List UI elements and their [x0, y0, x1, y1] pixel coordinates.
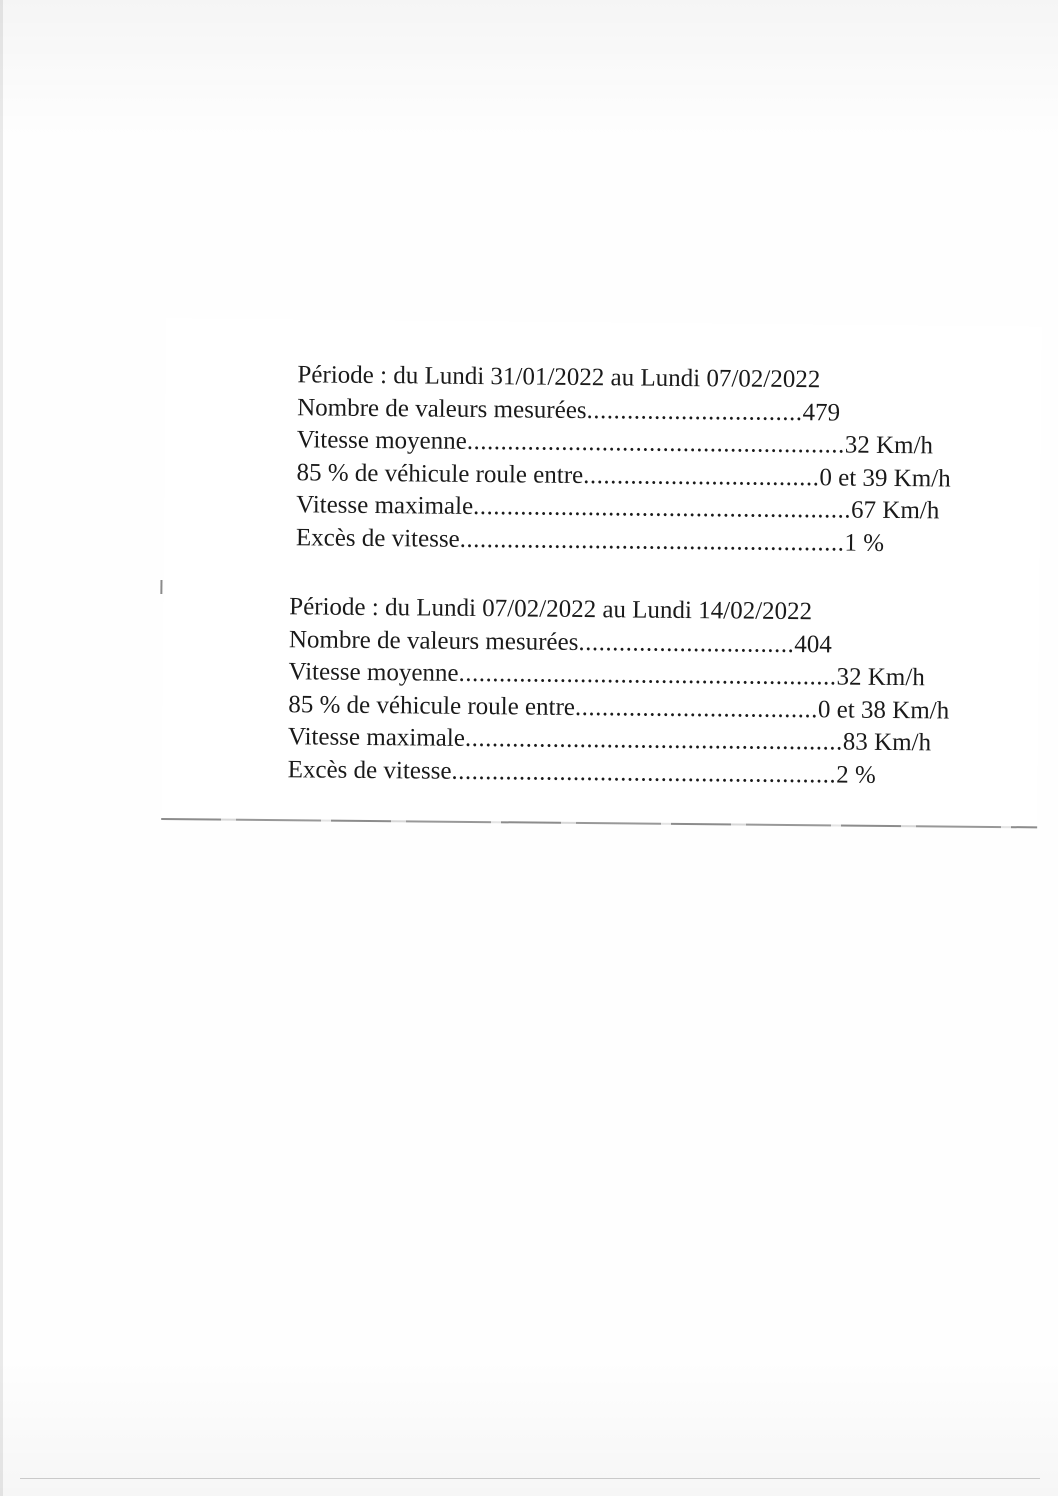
row-label: 85 % de véhicule roule entre [296, 458, 584, 489]
row-label: Nombre de valeurs mesurées [297, 393, 587, 424]
row-label: Vitesse maximale [287, 723, 466, 752]
scan-shading-top [0, 0, 1058, 140]
row-label: Excès de vitesse [295, 523, 460, 553]
scan-left-edge [0, 0, 3, 1496]
pasted-report-strip [161, 318, 1042, 826]
period-title: Période : du Lundi 31/01/2022 au Lundi 07/02/2022 [297, 361, 821, 394]
row-value: 83 Km/h [842, 728, 932, 757]
row-value: 1 % [844, 529, 885, 557]
leader-dots: ................................ [586, 396, 803, 426]
row-label: Excès de vitesse [287, 755, 452, 785]
leader-dots: ......................................................... [451, 757, 837, 788]
speeding-row [296, 522, 1056, 562]
row-value: 2 % [836, 760, 876, 789]
leader-dots: ........................................................ [466, 427, 845, 459]
leader-dots: ......................................................... [459, 525, 845, 557]
leader-dots: ........................................................ [464, 724, 844, 756]
row-value: 67 Km/h [850, 496, 940, 525]
leader-dots: ................................... [583, 461, 820, 491]
strip-cut-edge [161, 818, 1037, 828]
leader-dots: ........................................................ [458, 659, 837, 691]
leader-dots: .................................... [574, 693, 819, 723]
row-value: 0 et 38 Km/h [817, 695, 950, 725]
row-value: 32 Km/h [836, 663, 925, 692]
row-value: 32 Km/h [844, 431, 934, 460]
page-bottom-edge [20, 1478, 1040, 1479]
leader-dots: ................................ [578, 628, 795, 658]
row-value: 479 [802, 398, 841, 426]
scan-shading-bottom [0, 1356, 1058, 1496]
speeding-row [288, 754, 1048, 794]
period-block-2 [288, 591, 1050, 793]
period-title: Période : du Lundi 07/02/2022 au Lundi 14/02/2022 [289, 593, 813, 626]
strip-mark [160, 580, 162, 594]
row-label: Vitesse moyenne [296, 426, 467, 455]
row-value: 0 et 39 Km/h [819, 463, 951, 493]
period-block-1 [296, 359, 1058, 561]
row-value: 404 [794, 630, 833, 658]
row-label: 85 % de véhicule roule entre [288, 690, 576, 721]
row-label: Vitesse moyenne [288, 658, 459, 687]
leader-dots: ........................................................ [472, 492, 852, 524]
row-label: Nombre de valeurs mesurées [288, 625, 579, 656]
row-label: Vitesse maximale [296, 491, 474, 520]
